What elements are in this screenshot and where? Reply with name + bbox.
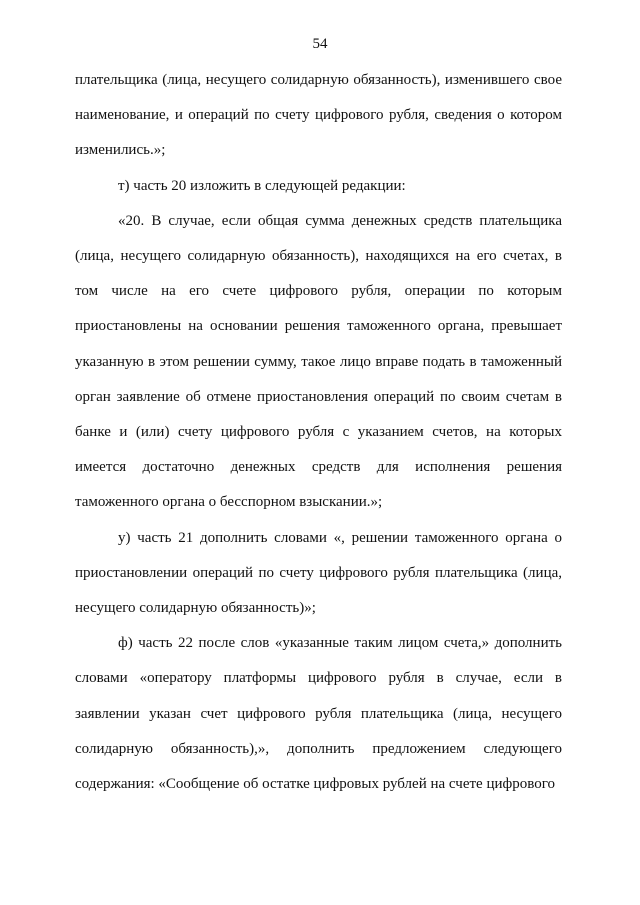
paragraph-item-u: у) часть 21 дополнить словами «, решении таможенного органа о приостановлении операций по счету цифрового рубля плательщика (лица, несущего солидарную обязанность)»; [75, 529, 562, 617]
document-body [75, 63, 562, 802]
page-number: 54 [312, 36, 328, 52]
paragraph-part-20: «20. В случае, если общая сумма денежных средств плательщика (лица, несущего солидарную обязанность), находящихся на его счетах, в том числе на его счете цифрового рубля, операции по которым приостановлены на основании решения таможенного органа, превышает указанную в этом решении сумму, такое лицо вправе подать в таможенный орган заявление об отмене приостановления операций по своим счетам в банке и (или) счету цифрового рубля с указанием счетов, на которых имеется достаточно денежных средств для исполнения решения таможенного органа о бесспорном взыскании.»; [75, 212, 562, 511]
paragraph-item-t: т) часть 20 изложить в следующей редакции: [118, 177, 406, 194]
paragraph-continuation: плательщика (лица, несущего солидарную обязанность), изменившего свое наименование, и операций по счету цифрового рубля, сведения о котором изменились.»; [75, 72, 562, 159]
paragraph-item-f: ф) часть 22 после слов «указанные таким лицом счета,» дополнить словами «оператору платформы цифрового рубля в случае, если в заявлении указан счет цифрового рубля плательщика (лица, несущего солидарную обязанность),», дополнить предложением следующего содержания: «Сообщение об остатке цифровых рублей на счете цифрового [75, 635, 562, 793]
